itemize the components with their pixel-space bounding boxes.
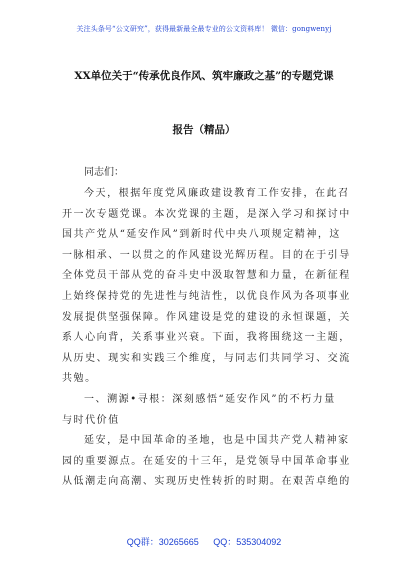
body-line: 全体党员干部从党的奋斗史中汲取智慧和力量，在新征程	[62, 270, 351, 282]
body-line: 从历史、现实和实践三个维度，与同志们共同学习、交流	[62, 352, 351, 364]
document-subtitle: 报告（精品）	[172, 124, 236, 136]
body-line: 国共产党从“延安作风”到新时代中央八项规定精神，这	[62, 229, 341, 241]
section-heading-line: 一、溯源•寻根：深刻感悟“延安作风”的不朽力量	[84, 393, 336, 405]
section-heading-line: 与时代价值	[62, 414, 120, 426]
footer-contact	[0, 535, 408, 548]
body-line: 延安，是中国革命的圣地，也是中国共产党人精神家	[84, 435, 350, 447]
body-line: 开一次专题党课。本次党课的主题，是深入学习和探讨中	[62, 208, 351, 220]
document-body	[62, 184, 352, 493]
header-banner[interactable]: 关注头条号“公文研究”，获得最新最全最专业的公文资料库！ 微信：gongwenyj	[76, 25, 332, 33]
body-line: 一脉相承、一以贯之的作风建设光辉历程。目的在于引导	[62, 249, 351, 261]
document-title: XX单位关于“传承优良作风、筑牢廉政之基”的专题党课	[74, 70, 334, 82]
body-line: 发展提供坚强保障。作风建设是党的建设的永恒课题，关	[62, 311, 351, 323]
body-line: 园的重要源点。在延安的十三年，是党领导中国革命事业	[62, 455, 351, 467]
body-line: 系人心向背，关系事业兴衰。下面，我将围绕这一主题，	[62, 332, 351, 344]
body-line: 上始终保持党的先进性与纯洁性，以优良作风为各项事业	[62, 290, 351, 302]
qq-group-text: QQ群：30265665	[126, 537, 199, 547]
body-line: 今天，根据年度党风廉政建设教育工作安排，在此召	[84, 188, 350, 199]
body-line: 共勉。	[62, 373, 97, 385]
qq-contact-text: QQ：535304092	[213, 537, 282, 547]
salutation: 同志们：	[84, 167, 124, 178]
body-line: 从低潮走向高潮、实现历史性转折的时期。在艰苦卓绝的	[62, 476, 351, 488]
